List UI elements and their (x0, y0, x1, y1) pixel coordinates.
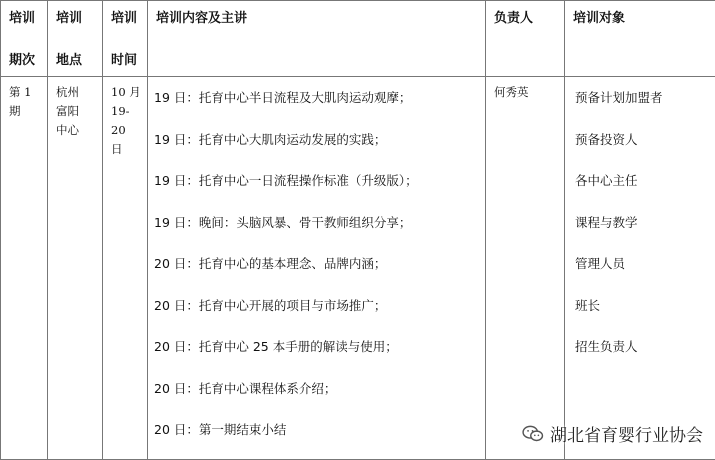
list-item: 预备投资人 (575, 131, 638, 147)
header-time: 培训 时间 (103, 1, 148, 77)
list-item: 19 日：托育中心一日流程操作标准（升级版）； (154, 173, 418, 188)
cell-period: 第 1 期 (1, 77, 48, 460)
cell-content (148, 77, 486, 460)
header-location: 培训 地点 (48, 1, 103, 77)
wechat-logo-icon (522, 425, 544, 443)
list-item: 20 日：托育中心开展的项目与市场推广； (154, 297, 387, 313)
list-item: 管理人员 (575, 256, 626, 271)
cell-time: 10 月 19-20 日 (103, 77, 148, 460)
list-item: 班长 (575, 297, 601, 313)
audience-list (565, 77, 715, 368)
content-list (148, 77, 485, 451)
watermark-text: 湖北省育婴行业协会 (550, 426, 703, 446)
cell-location: 杭州 富阳 中心 (48, 77, 103, 460)
table-header-row (1, 1, 715, 77)
list-item: 20 日：托育中心课程体系介绍； (154, 380, 337, 396)
list-item: 19 日：托育中心半日流程及大肌肉运动观摩； (154, 90, 412, 105)
cell-audience (565, 77, 715, 460)
list-item: 20 日：托育中心的基本理念、品牌内涵； (154, 256, 387, 271)
list-item: 招生负责人 (575, 339, 638, 354)
header-audience: 培训对象 (565, 1, 715, 77)
list-item: 20 日：第一期结束小结 (154, 422, 287, 437)
list-item: 各中心主任 (575, 173, 638, 188)
table-row (1, 77, 715, 460)
list-item: 19 日：托育中心大肌肉运动发展的实践； (154, 131, 387, 147)
header-owner: 负责人 (486, 1, 565, 77)
header-period: 培训 期次 (1, 1, 48, 77)
list-item: 19 日：晚间：头脑风暴、骨干教师组织分享； (154, 214, 412, 230)
cell-owner: 何秀英 (486, 77, 565, 460)
list-item: 课程与教学 (575, 214, 638, 230)
watermark (522, 421, 703, 446)
header-content: 培训内容及主讲 (148, 1, 486, 77)
list-item: 20 日：托育中心 25 本手册的解读与使用； (154, 339, 398, 354)
list-item: 预备计划加盟者 (575, 90, 663, 105)
